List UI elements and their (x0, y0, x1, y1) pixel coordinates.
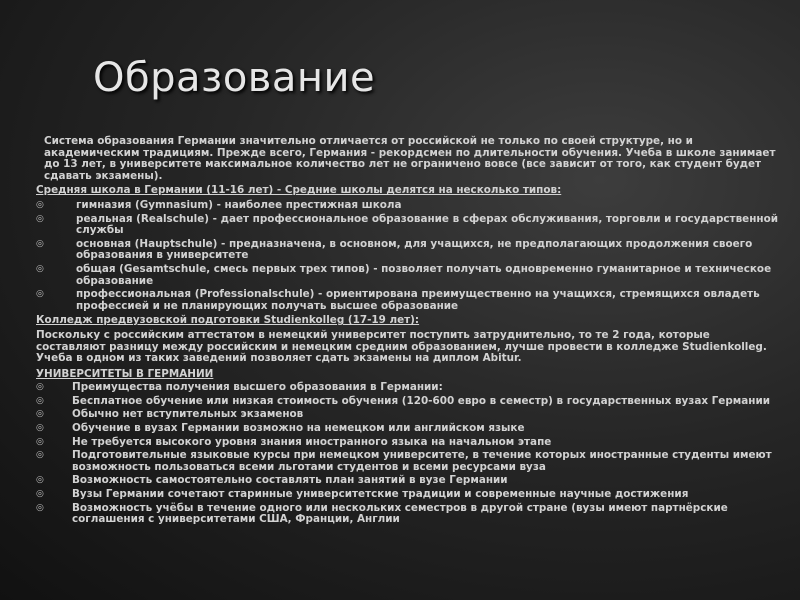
college-paragraph: Поскольку с российским аттестатом в немецкий университет поступить затруднительно, то те 2 года, которые составляют разницу между российским и немецким средним образованием, лучше провести в колледже Studienkolleg. Учеба в одном из таких заведений позволяет сдать экзамены на диплом Abitur. (36, 328, 767, 365)
universities-heading: УНИВЕРСИТЕТЫ В ГЕРМАНИИ (36, 367, 214, 380)
list-item-text: профессиональная (Professionalschule) - ориентирована преимущественно на учащихся, стремящихся овладеть профессией и не планирующих получать высшее образование (76, 288, 760, 312)
secondary-school-heading: Средняя школа в Германии (11-16 лет) - Средние школы делятся на несколько типов: (36, 184, 562, 197)
list-item (36, 200, 778, 212)
bullet-icon: ◎ (36, 436, 44, 447)
list-item (36, 450, 778, 473)
list-item-text: Обычно нет вступительных экзаменов (72, 408, 304, 421)
list-item-text: Бесплатное обучение или низкая стоимость обучения (120-600 евро в семестр) в государственных вузах Германии (72, 394, 771, 407)
bullet-icon: ◎ (36, 423, 44, 434)
bullet-icon: ◎ (36, 382, 44, 393)
bullet-icon: ◎ (36, 213, 44, 224)
list-item-text: Не требуется высокого уровня знания иностранного языка на начальном этапе (72, 435, 552, 448)
bullet-icon: ◎ (36, 289, 44, 300)
bullet-icon: ◎ (36, 238, 44, 249)
list-item (36, 239, 778, 262)
list-item-text: Вузы Германии сочетают старинные университетские традиции и современные научные достижения (72, 488, 689, 501)
list-item (36, 409, 778, 421)
list-item (36, 382, 778, 394)
bullet-icon: ◎ (36, 450, 44, 461)
bullet-icon: ◎ (36, 263, 44, 274)
bullet-icon: ◎ (36, 475, 44, 486)
list-item-text: Возможность самостоятельно составлять план занятий в вузе Германии (72, 474, 508, 487)
list-item (36, 264, 778, 287)
list-item (36, 396, 778, 408)
list-item-text: Обучение в вузах Германии возможно на немецком или английском языке (72, 422, 525, 435)
list-item (36, 289, 778, 312)
list-item-text: реальная (Realschule) - дает профессиональное образование в сферах обслуживания, торговли и государственной службы (76, 212, 778, 237)
list-item (36, 423, 778, 435)
slide-content (36, 136, 778, 529)
list-item-text: гимназия (Gymnasium) - наиболее престижная школа (76, 198, 402, 211)
slide-title: Образование (93, 55, 376, 101)
bullet-icon: ◎ (36, 199, 44, 210)
list-item-text: основная (Hauptschule) - предназначена, в основном, для учащихся, не предполагающих продолжения своего образования в университете (76, 237, 753, 262)
college-heading: Колледж предвузовской подготовки Studienkolleg (17-19 лет): (36, 314, 420, 327)
list-item (36, 475, 778, 487)
bullet-icon: ◎ (36, 489, 44, 500)
list-item-text: Преимущества получения высшего образования в Германии: (72, 381, 443, 394)
list-item-text: общая (Gesamtschule, смесь первых трех типов) - позволяет получать одновременно гуманитарное и техническое образование (76, 262, 772, 287)
list-item (36, 214, 778, 237)
list-item-text: Подготовительные языковые курсы при немецком университете, в течение которых иностранные студенты имеют возможность пользоваться всеми льготами студентов и всеми ресурсами вуза (72, 449, 772, 473)
list-item-text: Возможность учёбы в течение одного или нескольких семестров в другой стране (вузы имеют партнёрские соглашения с университетами США, Франции, Англии (72, 501, 728, 526)
university-points-list (36, 382, 778, 526)
list-item (36, 503, 778, 526)
bullet-icon: ◎ (36, 395, 44, 406)
list-item (36, 437, 778, 449)
bullet-icon: ◎ (36, 409, 44, 420)
school-types-list (36, 200, 778, 312)
list-item (36, 489, 778, 501)
bullet-icon: ◎ (36, 502, 44, 513)
intro-paragraph: Система образования Германии значительно отличается от российской не только по своей структуре, но и академическим традициям. Прежде всего, Германия - рекордсмен по длительности обучения. Учеба в школе занимает до 13 лет, в университете максимальное количество лет не ограничено вовсе (все зависит от того, как студент будет сдавать экзамены). (44, 135, 776, 182)
